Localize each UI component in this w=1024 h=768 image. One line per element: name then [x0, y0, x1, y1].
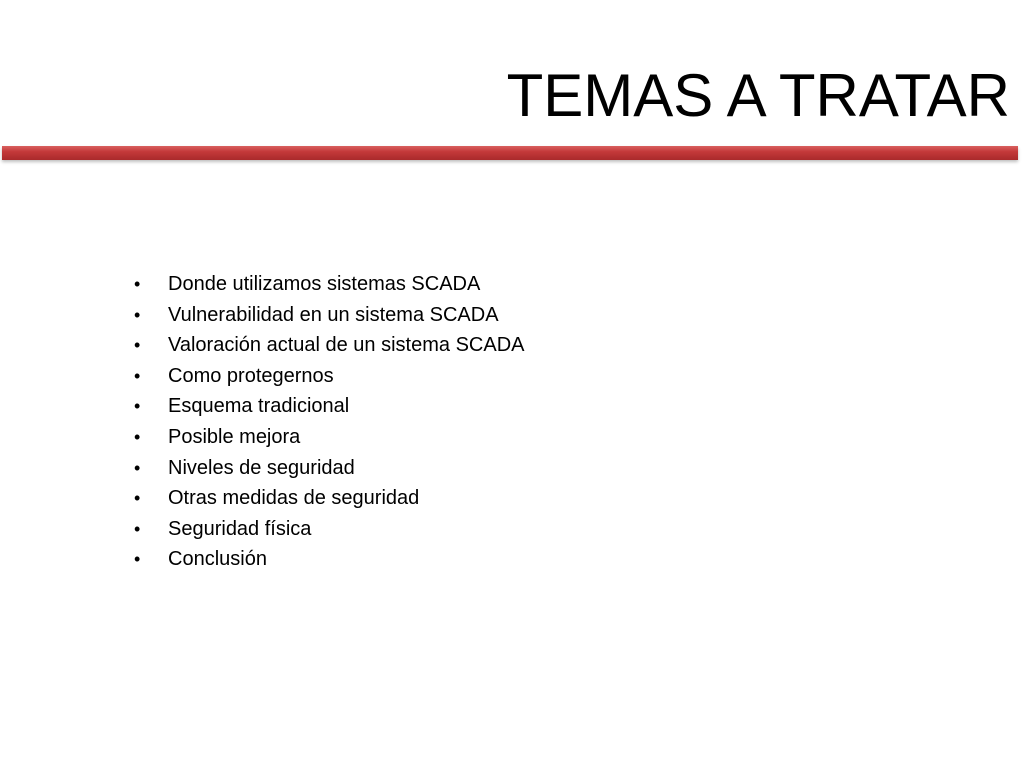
list-item	[134, 422, 524, 453]
topic-list	[134, 269, 524, 575]
topic-label: Posible mejora	[168, 425, 301, 448]
topic-label: Valoración actual de un sistema SCADA	[168, 334, 525, 357]
list-item	[134, 514, 524, 545]
topic-label: Vulnerabilidad en un sistema SCADA	[168, 303, 499, 326]
list-item	[134, 300, 524, 331]
bullet-icon: •	[134, 426, 141, 447]
list-item	[134, 330, 524, 361]
bullet-icon: •	[134, 335, 141, 356]
topic-label: Seguridad física	[168, 517, 312, 540]
topic-label: Conclusión	[168, 548, 267, 571]
list-item	[134, 483, 524, 514]
bullet-icon: •	[134, 457, 141, 478]
bullet-icon: •	[134, 518, 141, 539]
topic-label: Esquema tradicional	[168, 395, 350, 418]
list-item	[134, 269, 524, 300]
bullet-icon: •	[134, 365, 141, 386]
list-item	[134, 361, 524, 392]
topic-label: Niveles de seguridad	[168, 456, 355, 479]
bullet-icon: •	[134, 274, 141, 294]
list-item	[134, 544, 524, 575]
bullet-icon: •	[134, 488, 141, 509]
bullet-icon: •	[134, 396, 141, 417]
topic-label: Otras medidas de seguridad	[168, 487, 420, 510]
topic-label: Como protegernos	[168, 364, 334, 387]
title-underline-bar	[2, 146, 1018, 160]
list-item	[134, 453, 524, 484]
bullet-icon: •	[134, 304, 141, 325]
topic-label: Donde utilizamos sistemas SCADA	[168, 273, 481, 295]
bullet-icon: •	[134, 549, 141, 570]
list-item	[134, 391, 524, 422]
slide-title: TEMAS A TRATAR	[506, 62, 1010, 129]
